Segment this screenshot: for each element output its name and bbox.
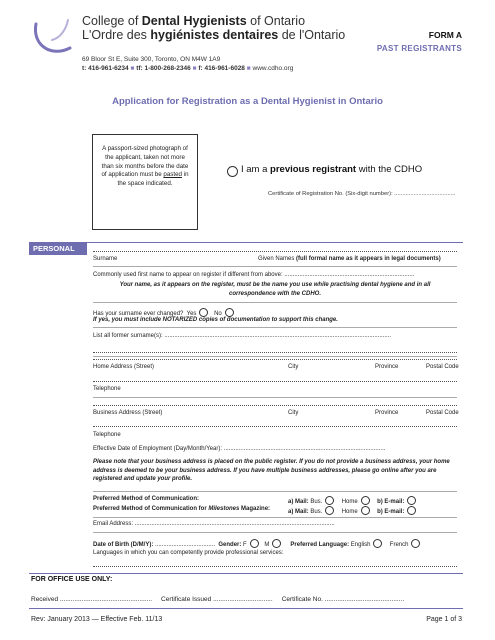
certificate-number-field[interactable]: Certificate of Registration No. (Six-digit number): ...................................... — [268, 191, 456, 197]
form-code: FORM A — [428, 30, 462, 40]
received-field[interactable]: Received ................................................... — [31, 596, 153, 603]
employment-date-field[interactable]: Effective Date of Employment (Day/Month/Year): ................................................................................................. — [93, 446, 386, 452]
name-changed-yes-radio[interactable] — [199, 308, 208, 317]
org-contact: t: 416-961-6234 ■ tf: 1-800-268-2346 ■ f: 416-961-6028 ■ www.cdho.org — [82, 65, 294, 72]
languages-line[interactable] — [93, 566, 457, 567]
name-notice: Your name, as it appears on the register, must be the name you use while practising dental hygiene and in all correspondence with the CDHO. — [119, 282, 431, 297]
org-name-french: L'Ordre des hygiénistes dentaires de l'Ontario — [82, 28, 346, 42]
milestones-pref-options: a) Mail: Bus. Home b) E-mail: — [288, 506, 420, 515]
office-section-divider — [29, 573, 463, 574]
home-address-line[interactable] — [93, 359, 457, 360]
cdho-logo-icon — [30, 14, 78, 62]
languages-label: Languages in which you can competently provide professional services: — [93, 550, 284, 556]
dob-field[interactable]: .................................... — [155, 542, 216, 548]
common-name-field[interactable]: Commonly used first name to appear on register if different from above: .............................................................................. — [93, 272, 415, 278]
certificate-issued-field[interactable]: Certificate Issued ................................. — [161, 596, 273, 603]
milestones-email-radio[interactable] — [407, 506, 416, 515]
page-number: Page 1 of 3 — [426, 616, 462, 623]
page-title: Application for Registration as a Dental Hygienist in Ontario — [112, 96, 383, 107]
business-city-label: City — [288, 410, 299, 416]
office-section-bottom-rule — [29, 608, 463, 609]
form-type: PAST REGISTRANTS — [376, 44, 462, 53]
divider — [93, 302, 457, 303]
lang-english-radio[interactable] — [373, 539, 382, 548]
name-changed-question: Has your surname ever changed? Yes No — [93, 308, 238, 317]
business-address-line[interactable] — [93, 405, 457, 406]
office-use-heading: FOR OFFICE USE ONLY: — [31, 576, 113, 583]
comm-mail-bus-radio[interactable] — [325, 496, 334, 505]
given-names-label: Given Names (full formal name as it appears in legal documents) — [258, 256, 441, 262]
milestones-mail-bus-radio[interactable] — [325, 506, 334, 515]
divider — [93, 327, 457, 328]
certificate-no-field[interactable]: Certificate No. ............................................ — [281, 596, 405, 603]
gender-m-radio[interactable] — [272, 539, 281, 548]
photo-box[interactable]: A passport-sized photograph of the applicant, taken not more than six months before the date of application must be pasted in the space indicated. — [92, 134, 198, 230]
name-changed-no-radio[interactable] — [225, 308, 234, 317]
business-address-notice: Please note that your business address is placed on the public register. If you do not provide a business address, your home address is deemed to be your business address. If you have multiple business addresses, please go online after you are registered and update your profile. — [93, 459, 450, 482]
divider — [93, 397, 457, 398]
business-province-label: Province — [375, 410, 399, 416]
previous-registrant-radio[interactable] — [227, 166, 238, 177]
surname-label: Surname — [93, 256, 118, 262]
divider — [93, 532, 457, 533]
divider — [93, 491, 457, 492]
notarized-notice: If yes, you must include NOTARIZED copies of documentation to support this change. — [93, 317, 338, 323]
comm-mail-home-radio[interactable] — [361, 496, 370, 505]
former-surnames-line[interactable] — [93, 352, 457, 353]
divider — [93, 517, 457, 518]
dob-row: Date of Birth (D/M/Y): .................................... Gender: F M Preferred Language: English French — [93, 539, 424, 548]
divider — [93, 266, 457, 267]
office-use-row — [31, 596, 404, 603]
home-province-label: Province — [375, 364, 399, 370]
milestones-mail-home-radio[interactable] — [361, 506, 370, 515]
lang-french-radio[interactable] — [411, 539, 420, 548]
comm-pref-label: Preferred Method of Communication: — [93, 496, 200, 502]
former-surnames-field[interactable]: List all former surname(s): ........................................................................................................................................ — [93, 333, 392, 339]
comm-email-radio[interactable] — [407, 496, 416, 505]
home-telephone-label: Telephone — [93, 386, 121, 392]
home-telephone-line[interactable] — [93, 381, 457, 382]
name-entry-line[interactable] — [93, 251, 457, 252]
business-telephone-line[interactable] — [93, 426, 457, 427]
email-address-field[interactable]: Email Address: ........................................................................................................................ — [93, 521, 335, 527]
home-postal-label: Postal Code — [426, 364, 459, 370]
section-divider — [29, 242, 463, 243]
gender-f-radio[interactable] — [250, 539, 259, 548]
section-personal-label: PERSONAL — [29, 242, 87, 255]
org-address: 69 Bloor St E, Suite 300, Toronto, ON M4W 1A9 — [82, 56, 221, 63]
divider — [93, 356, 457, 357]
revision-note: Rev: January 2013 — Effective Feb. 11/13 — [31, 616, 163, 623]
comm-pref-options: a) Mail: Bus. Home b) E-mail: — [288, 496, 420, 505]
previous-registrant-label: I am a previous registrant with the CDHO — [241, 164, 423, 175]
business-postal-label: Postal Code — [426, 410, 459, 416]
business-telephone-label: Telephone — [93, 432, 121, 438]
business-address-label: Business Address (Street) — [93, 410, 163, 416]
milestones-pref-label: Preferred Method of Communication for Milestones Magazine: — [93, 506, 271, 512]
home-address-label: Home Address (Street) — [93, 364, 155, 370]
org-name-english: College of Dental Hygienists of Ontario — [82, 14, 306, 28]
home-city-label: City — [288, 364, 299, 370]
